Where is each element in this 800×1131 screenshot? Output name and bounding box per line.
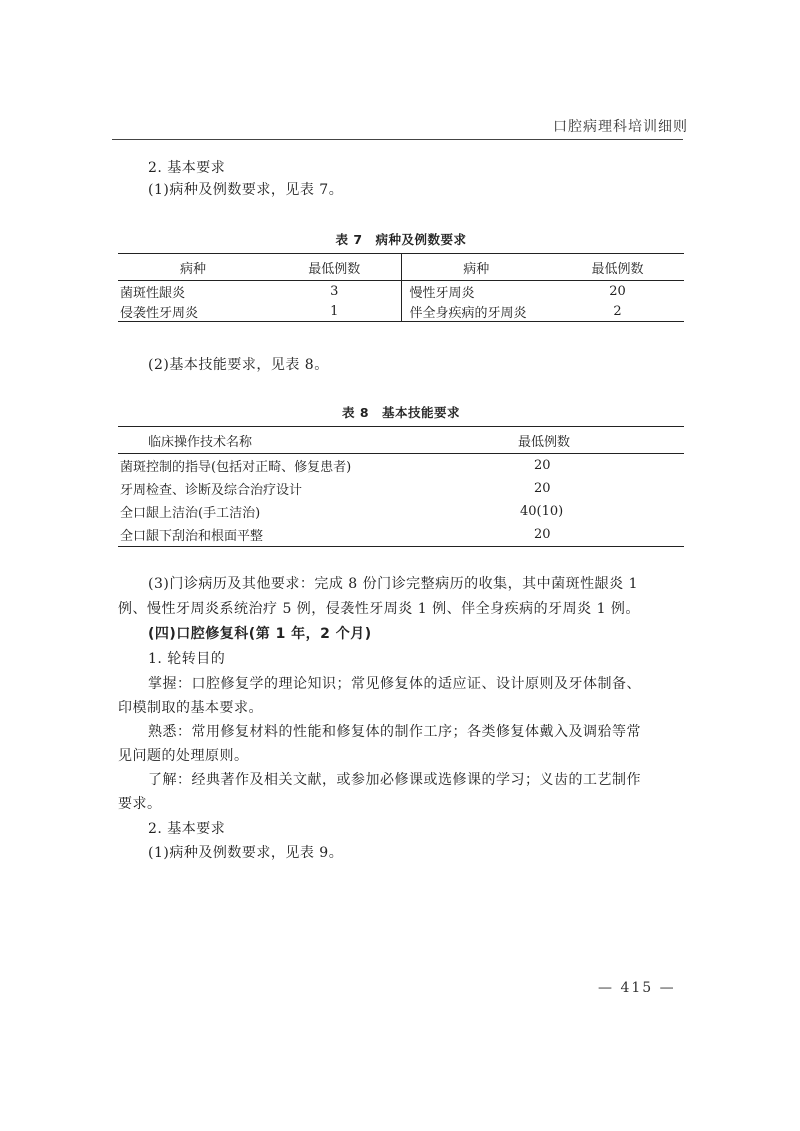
table-row xyxy=(118,523,684,547)
table-cell: 1 xyxy=(268,301,401,322)
requirement-1-text: (1)病种及例数要求，见表 7。 xyxy=(148,182,344,198)
table-cell: 伴全身疾病的牙周炎 xyxy=(401,301,551,322)
running-head: 口腔病理科培训细则 xyxy=(553,119,688,135)
table-cell: 20 xyxy=(534,458,551,473)
table-7 xyxy=(118,253,684,322)
master-line-1: 掌握：口腔修复学的理论知识；常见修复体的适应证、设计原则及牙体制备、 xyxy=(148,676,641,692)
table-cell: 20 xyxy=(609,283,626,299)
table-row xyxy=(118,281,684,302)
table-cell: 牙周检查、诊断及综合治疗设计 xyxy=(120,483,303,498)
table-cell: 全口龈下刮治和根面平整 xyxy=(118,523,408,547)
page-number: — 415 — xyxy=(598,980,676,996)
table-row xyxy=(118,301,684,322)
requirement-3-line-2: 例、慢性牙周炎系统治疗 5 例，侵袭性牙周炎 1 例、伴全身疾病的牙周炎 1 例。 xyxy=(118,601,640,617)
table-8-header-technique: 临床操作技术名称 xyxy=(118,427,408,454)
table-row xyxy=(118,477,684,500)
rotation-purpose-title: 1. 轮转目的 xyxy=(148,651,226,667)
understand-line-2: 要求。 xyxy=(118,796,162,812)
table-cell: 慢性牙周炎 xyxy=(401,281,551,302)
master-line-2: 印模制取的基本要求。 xyxy=(118,700,263,716)
table-row xyxy=(118,454,684,478)
table-cell: 3 xyxy=(330,283,339,299)
table-cell: 20 xyxy=(408,523,684,547)
table-cell: 菌斑控制的指导(包括对正畸、修复患者) xyxy=(120,460,352,475)
table-cell: 20 xyxy=(534,481,551,496)
table-8-caption: 表 8 基本技能要求 xyxy=(341,405,461,420)
table-row xyxy=(118,500,684,523)
requirement-1-text-2: (1)病种及例数要求，见表 9。 xyxy=(148,845,344,861)
understand-line-1: 了解：经典著作及相关文献，或参加必修课或选修课的学习；义齿的工艺制作 xyxy=(148,772,641,788)
table-7-header-disease-1: 病种 xyxy=(118,254,268,281)
table-7-caption: 表 7 病种及例数要求 xyxy=(335,232,467,247)
table-8-header-min-count: 最低例数 xyxy=(408,427,684,454)
basic-requirements-title: 2. 基本要求 xyxy=(148,160,226,176)
requirement-3-line-1: (3)门诊病历及其他要求：完成 8 份门诊完整病历的收集，其中菌斑性龈炎 1 xyxy=(148,576,638,592)
table-7-header-min-count-2: 最低例数 xyxy=(551,254,684,281)
table-cell: 全口龈上洁治(手工洁治) xyxy=(120,506,261,521)
table-7-header-min-count-1: 最低例数 xyxy=(268,254,401,281)
familiar-line-2: 见问题的处理原则。 xyxy=(118,748,249,764)
table-cell: 侵袭性牙周炎 xyxy=(118,301,268,322)
section-4-heading: (四)口腔修复科(第 1 年，2 个月) xyxy=(148,626,372,642)
table-7-header-disease-2: 病种 xyxy=(401,254,551,281)
basic-requirements-title-2: 2. 基本要求 xyxy=(148,821,226,837)
table-cell: 菌斑性龈炎 xyxy=(120,285,186,301)
table-8 xyxy=(118,426,684,547)
familiar-line-1: 熟悉：常用修复材料的性能和修复体的制作工序；各类修复体戴入及调𬌗等常 xyxy=(148,724,641,740)
table-cell: 40(10) xyxy=(520,504,564,519)
table-cell: 2 xyxy=(551,301,684,322)
requirement-2-text: (2)基本技能要求，见表 8。 xyxy=(148,357,329,373)
header-rule xyxy=(112,139,683,140)
